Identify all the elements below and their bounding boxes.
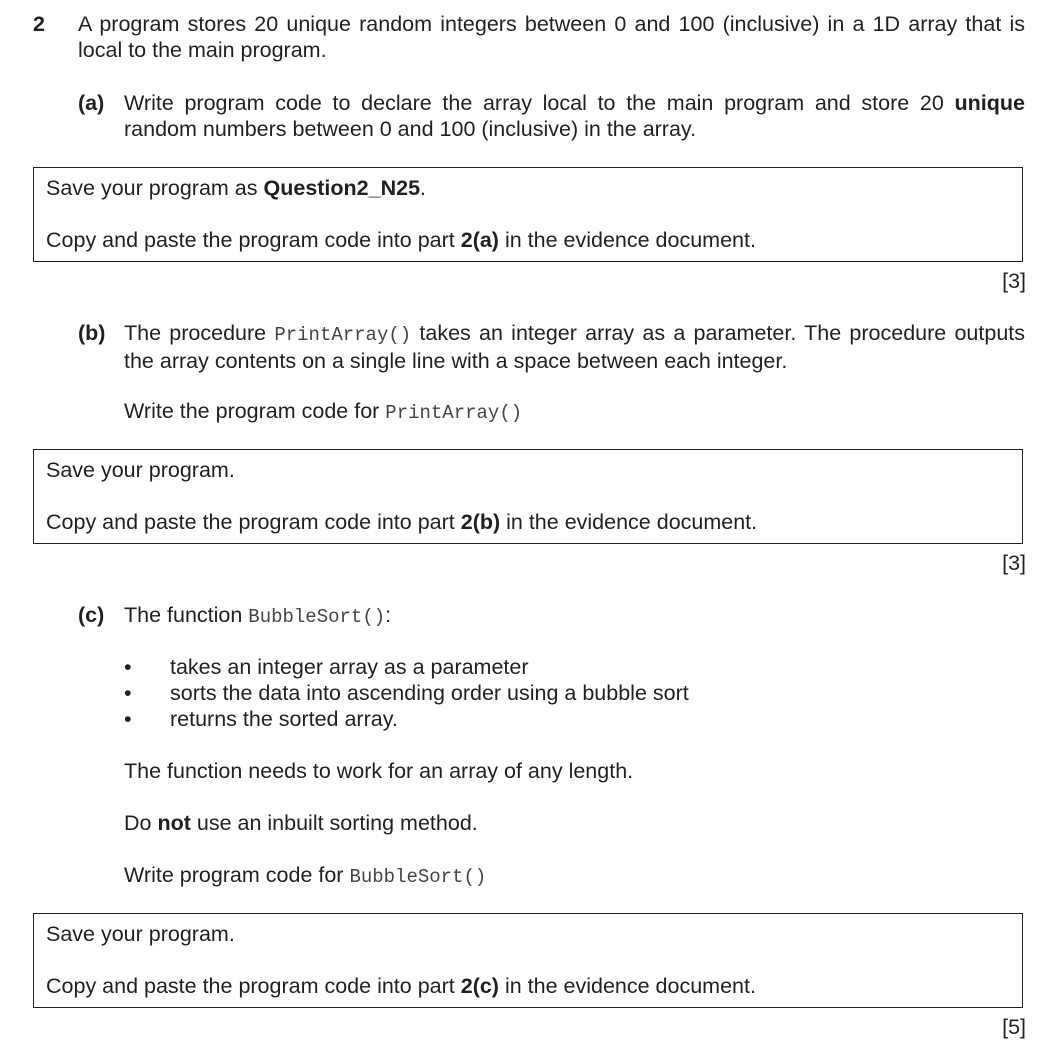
bullet-item: takes an integer array as a parameter: [170, 655, 529, 679]
part-c-instruction-box: [33, 913, 1023, 1008]
part-b-marks: [3]: [1002, 551, 1026, 575]
part-a-instruction-box: [33, 167, 1023, 262]
part-b-write-prefix: Write the program code for: [124, 399, 386, 423]
part-b-text-suffix: takes an integer array as a parameter. The procedure outputs the array contents on a single line with a space between each integer.: [124, 321, 1025, 373]
bullet-icon: •: [124, 655, 132, 679]
part-c-donot-prefix: Do: [124, 811, 158, 835]
part-a-text-before: Write program code to declare the array local to the main program and store 20: [124, 91, 955, 115]
part-c-write-code: BubbleSort(): [349, 866, 487, 888]
part-b-save-line: Save your program.: [46, 458, 235, 482]
question-stem: A program stores 20 unique random integers between 0 and 100 (inclusive) in a 1D array that is local to the main program.: [78, 12, 1025, 62]
bullet-icon: •: [124, 681, 132, 705]
part-c-copy-part: 2(c): [460, 974, 499, 998]
part-c-write-prefix: Write program code for: [124, 863, 350, 887]
part-c-any-length: The function needs to work for an array of any length.: [124, 759, 634, 783]
part-a-text-bold: unique: [954, 91, 1025, 115]
part-a-save-prefix: Save your program as: [46, 176, 264, 200]
bullet-item: sorts the data into ascending order using a bubble sort: [170, 681, 689, 705]
part-c-copy-prefix: Copy and paste the program code into part: [46, 974, 461, 998]
part-c-marks: [5]: [1002, 1015, 1026, 1039]
part-b-label: (b): [78, 321, 106, 345]
bullet-item: returns the sorted array.: [170, 707, 398, 731]
part-c-intro-code: BubbleSort(): [248, 606, 386, 628]
part-c-intro-suffix: :: [385, 603, 392, 627]
question-number: 2: [33, 12, 45, 36]
part-b-copy-line: [46, 509, 757, 535]
part-b-copy-suffix: in the evidence document.: [500, 510, 758, 534]
part-a-save-suffix: .: [420, 176, 427, 200]
part-a-copy-prefix: Copy and paste the program code into part: [46, 228, 461, 252]
part-c-label: (c): [78, 603, 105, 627]
part-b-instruction-box: [33, 449, 1023, 544]
part-b-text-prefix: The procedure: [124, 321, 275, 345]
part-b-text: [124, 320, 1025, 374]
part-b-copy-prefix: Copy and paste the program code into part: [46, 510, 461, 534]
bullet-icon: •: [124, 707, 132, 731]
part-c-donot-suffix: use an inbuilt sorting method.: [190, 811, 478, 835]
part-a-copy-line: [46, 227, 756, 253]
part-a-label: (a): [78, 91, 105, 115]
part-a-save-line: [46, 175, 426, 201]
part-b-copy-part: 2(b): [460, 510, 501, 534]
part-c-copy-line: [46, 973, 756, 999]
part-a-save-name: Question2_N25: [263, 176, 421, 200]
part-c-intro-prefix: The function: [124, 603, 249, 627]
part-c-do-not: [124, 810, 478, 836]
part-a-text-after: random numbers between 0 and 100 (inclusive) in the array.: [124, 117, 697, 141]
part-c-intro: [124, 602, 391, 630]
part-a-marks: [3]: [1002, 269, 1026, 293]
part-c-donot-bold: not: [157, 811, 191, 835]
part-a-copy-part: 2(a): [460, 228, 499, 252]
part-a-text: [124, 90, 1025, 142]
part-c-copy-suffix: in the evidence document.: [498, 974, 756, 998]
part-a-copy-suffix: in the evidence document.: [498, 228, 756, 252]
part-b-write-line: [124, 398, 522, 426]
part-b-write-code: PrintArray(): [385, 402, 523, 424]
part-b-code-name: PrintArray(): [274, 324, 412, 346]
part-c-write-line: [124, 862, 486, 890]
part-c-save-line: Save your program.: [46, 922, 235, 946]
